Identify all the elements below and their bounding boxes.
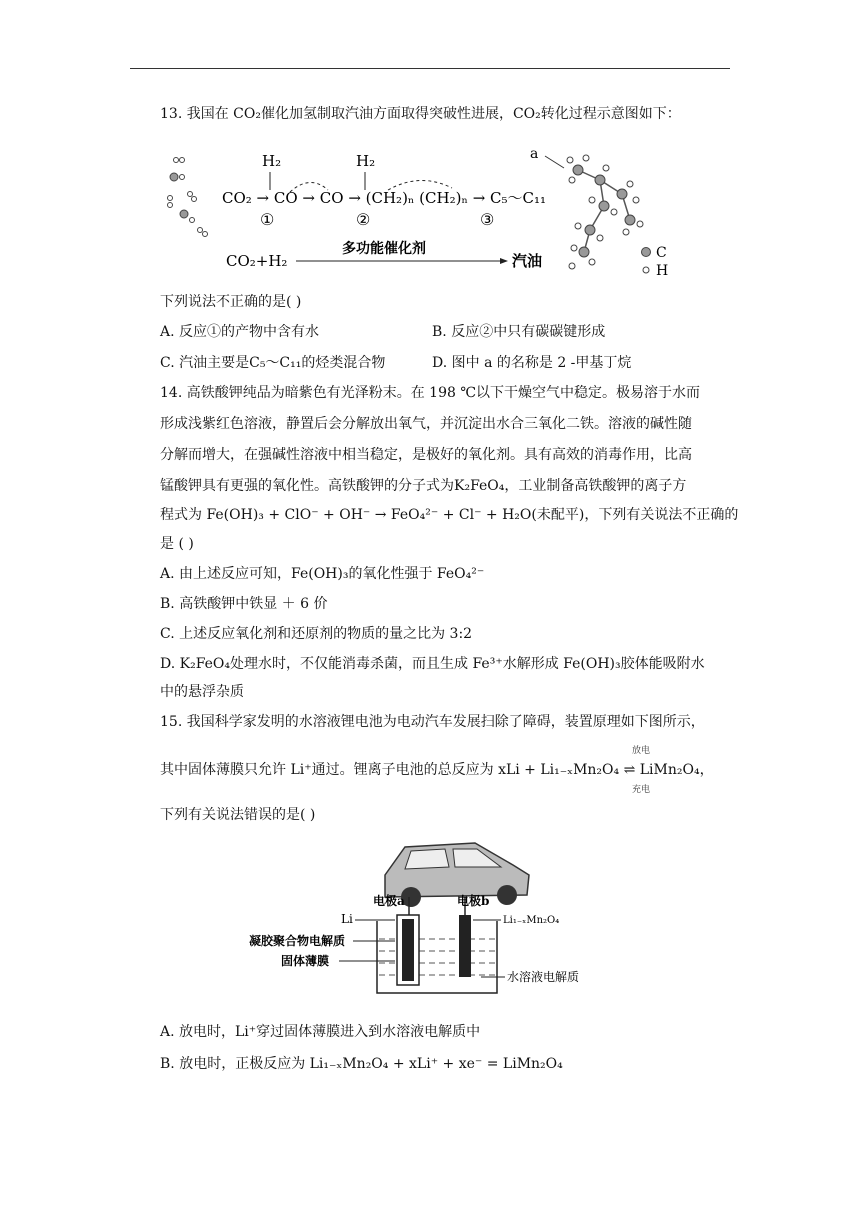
li-label: Li bbox=[341, 912, 353, 926]
q14-line-6: 是 ( ) bbox=[160, 536, 194, 552]
q14-line-2: 形成浅紫红色溶液，静置后会分解放出氧气，并沉淀出水合三氧化二铁。溶液的碱性随 bbox=[160, 416, 692, 432]
q13-stem: 13. 我国在 CO₂催化加氢制取汽油方面取得突破性进展，CO₂转化过程示意图如下： bbox=[160, 106, 681, 122]
q14-option-a: A. 由上述反应可知，Fe(OH)₃的氧化性强于 FeO₄²⁻ bbox=[160, 566, 485, 582]
q13-option-d: D. 图中 a 的名称是 2 ‑甲基丁烷 bbox=[432, 355, 632, 371]
q14-option-d-line-1: D. K₂FeO₄处理水时，不仅能消毒杀菌，而且生成 Fe³⁺水解形成 Fe(OH)₃胶体能吸附水 bbox=[160, 656, 705, 672]
q14-option-b: B. 高铁酸钾中铁显 ＋ 6 价 bbox=[160, 596, 328, 612]
label-a: a bbox=[530, 146, 539, 162]
q14-option-c: C. 上述反应氧化剂和还原剂的物质的量之比为 3:2 bbox=[160, 626, 473, 642]
h2-label-1: H₂ bbox=[262, 152, 282, 170]
electrode-b-label: 电极b bbox=[457, 894, 490, 908]
q14-line-3: 分解而增大，在强碱性溶液中相当稳定，是极好的氧化剂。具有高效的消毒作用，比高 bbox=[160, 447, 692, 463]
gel-electrolyte-label: 凝胶聚合物电解质 bbox=[249, 934, 346, 948]
q14-line-1: 14. 高铁酸钾纯品为暗紫色有光泽粉末。在 198 ℃以下干燥空气中稳定。极易溶于水而 bbox=[160, 385, 700, 401]
product-label: 汽油 bbox=[512, 252, 543, 270]
q14-option-d-line-2: 中的悬浮杂质 bbox=[160, 684, 244, 700]
bottom-reactants: CO₂+H₂ bbox=[226, 252, 288, 270]
q14-line-4: 锰酸钾具有更强的氧化性。高铁酸钾的分子式为K₂FeO₄，工业制备高铁酸钾的离子方 bbox=[160, 478, 687, 494]
q13-option-a: A. 反应①的产物中含有水 bbox=[160, 324, 320, 340]
q13-option-c: C. 汽油主要是C₅～C₁₁的烃类混合物 bbox=[160, 355, 386, 371]
step-1: ① bbox=[260, 210, 275, 229]
q15-line-3: 下列有关说法错误的是( ) bbox=[160, 807, 316, 823]
header-rule bbox=[130, 68, 730, 69]
discharge-label: 放电 bbox=[632, 746, 651, 756]
q15-line-2: 其中固体薄膜只允许 Li⁺通过。锂离子电池的总反应为 xLi + Li₁₋ₓMn₂O₄ ⇌ LiMn₂O₄， bbox=[160, 762, 714, 778]
charge-label: 充电 bbox=[632, 785, 651, 795]
solid-film-label: 固体薄膜 bbox=[281, 954, 330, 968]
q13-option-b: B. 反应②中只有碳碳键形成 bbox=[432, 324, 606, 340]
q15-option-a: A. 放电时，Li⁺穿过固体薄膜进入到水溶液电解质中 bbox=[160, 1024, 481, 1040]
step-2: ② bbox=[356, 210, 371, 229]
legend-h: H bbox=[656, 263, 669, 279]
q15-option-b: B. 放电时，正极反应为 Li₁₋ₓMn₂O₄ + xLi⁺ + xe⁻ = LiMn₂O₄ bbox=[160, 1056, 563, 1072]
q15-line-1: 15. 我国科学家发明的水溶液锂电池为电动汽车发展扫除了障碍，装置原理如下图所示， bbox=[160, 714, 705, 730]
electrode-a-label: 电极a bbox=[373, 894, 405, 908]
step-3: ③ bbox=[480, 210, 495, 229]
legend-c: C bbox=[656, 245, 667, 261]
co2-conversion-diagram bbox=[160, 140, 700, 290]
catalyst-label: 多功能催化剂 bbox=[342, 241, 426, 257]
h2-label-2: H₂ bbox=[356, 152, 376, 170]
battery-car-diagram bbox=[245, 835, 645, 1005]
q13-prompt: 下列说法不正确的是( ) bbox=[160, 294, 302, 310]
q14-line-5: 程式为 Fe(OH)₃ + ClO⁻ + OH⁻ → FeO₄²⁻ + Cl⁻ + H₂O(未配平)，下列有关说法不正确的 bbox=[160, 507, 739, 523]
limno-label: Li₁₋ₓMn₂O₄ bbox=[503, 915, 560, 926]
aqueous-electrolyte-label: 水溶液电解质 bbox=[507, 970, 580, 984]
reaction-chain: CO₂ → CO → CO → (CH₂)ₙ (CH₂)ₙ → C₅～C₁₁ bbox=[222, 189, 547, 207]
